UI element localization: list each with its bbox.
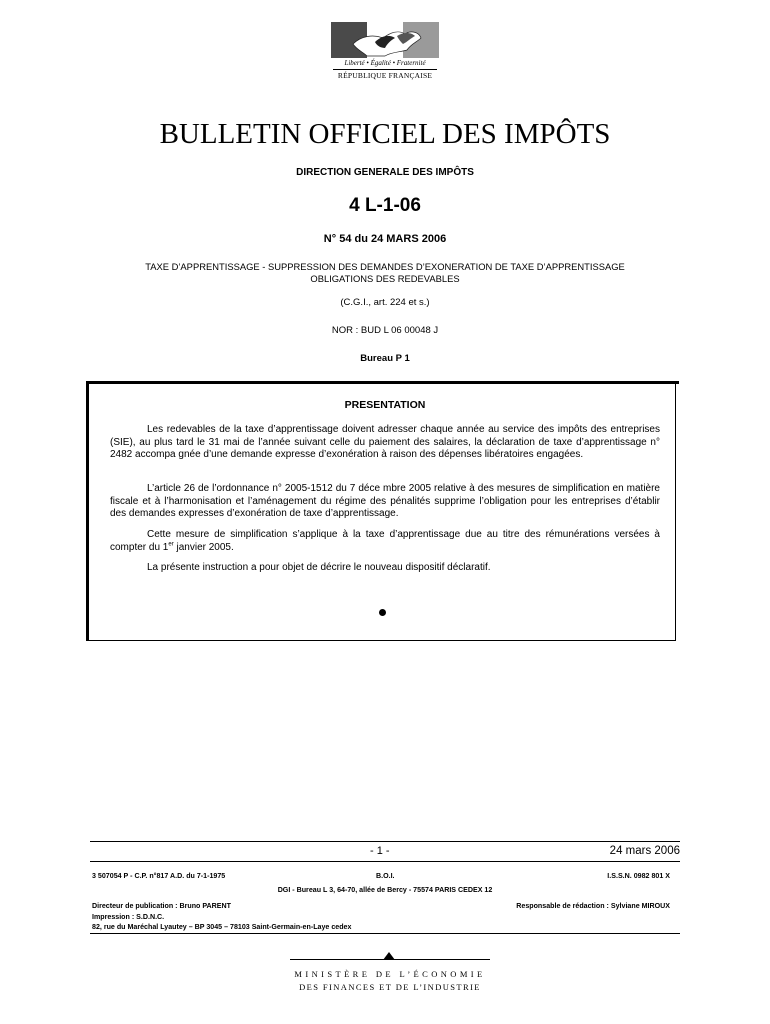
bulletin-reference: 4 L-1-06 — [349, 195, 421, 216]
boi-label: B.O.I. — [376, 872, 395, 880]
presentation-title: PRESENTATION — [344, 399, 426, 411]
direction-name: DIRECTION GENERALE DES IMPÔTS — [296, 167, 474, 178]
bulletin-title: BULLETIN OFFICIEL DES IMPÔTS — [159, 118, 611, 150]
republic-motto: Liberté • Égalité • Fraternité — [344, 59, 426, 67]
footer-divider-2 — [90, 861, 680, 862]
editorial-responsible: Responsable de rédaction : Sylviane MIROUX — [516, 902, 670, 910]
footer-divider-3 — [90, 933, 680, 934]
subject-line-2: OBLIGATIONS DES REDEVABLES — [310, 273, 460, 284]
publication-director: Directeur de publication : Bruno PARENT — [92, 902, 231, 910]
logo-rule — [333, 69, 437, 70]
subject-line-1: TAXE D’APPRENTISSAGE - SUPPRESSION DES DEMANDES D’EXONERATION DE TAXE D’APPRENTISSAGE — [145, 261, 625, 272]
issn-number: I.S.S.N. 0982 801 X — [607, 872, 670, 880]
presentation-box-top-border — [89, 381, 679, 384]
presentation-paragraph-3 — [110, 529, 660, 554]
dgi-address: DGI - Bureau L 3, 64-70, allée de Bercy - 75574 PARIS CEDEX 12 — [277, 886, 493, 894]
paragraph-2-text: L’article 26 de l’ordonnance n° 2005-1512 du 7 déce mbre 2005 relative à des mesures de simplification en matière fiscale et à l’harmonisation et l’aménagement du régime des pénalités supprime l’obligation pour les entreprises d’établir des demandes expresses d’exonération de taxe d’apprentissage. — [110, 483, 660, 519]
paragraph-3-text-b: janvier 2005. — [173, 541, 234, 553]
footer-date: 24 mars 2006 — [609, 845, 680, 857]
presentation-paragraph-4 — [110, 562, 660, 575]
paragraph-4-text: La présente instruction a pour objet de décrire le nouveau dispositif déclaratif. — [147, 562, 491, 573]
bureau-label: Bureau P 1 — [360, 353, 410, 364]
ministry-logo — [290, 947, 490, 997]
paragraph-3-text-a: Cette mesure de simplification s’applique à la taxe d’apprentissage due au titre des rémunérations versées à compter du 1 — [110, 529, 660, 553]
ministry-name-line-1: MINISTÈRE DE L’ÉCONOMIE — [294, 969, 486, 979]
nor-reference: NOR : BUD L 06 00048 J — [331, 325, 439, 336]
paragraph-1-text: Les redevables de la taxe d’apprentissage doivent adresser chaque année au service des impôts des entreprises (SIE), au plus tard le 31 mai de l’année suivant celle du paiement des salaires, la déclaration de taxe d’apprentissage n° 2482 accompa gnée d’une demande expresse d’exonération à raison des dépenses libératoires engagées. — [110, 424, 660, 460]
presentation-paragraph-1 — [110, 424, 660, 462]
triangle-icon — [383, 952, 395, 960]
page-number: - 1 - — [370, 845, 390, 857]
paragraph-3-superscript: er — [168, 541, 174, 548]
printing-info: Impression : S.D.N.C. — [92, 913, 165, 921]
bullet-icon — [379, 609, 386, 616]
printing-address: 82, rue du Maréchal Lyautey – BP 3045 – 78103 Saint-Germain-en-Laye cedex — [92, 923, 352, 931]
footer-divider — [90, 841, 680, 842]
ministry-name-line-2: DES FINANCES ET DE L’INDUSTRIE — [299, 982, 481, 992]
republic-name: RÉPUBLIQUE FRANÇAISE — [337, 71, 433, 80]
cgi-reference: (C.G.I., art. 224 et s.) — [340, 297, 430, 308]
cp-reference: 3 507054 P - C.P. n°817 A.D. du 7-1-1975 — [92, 872, 226, 880]
republic-logo — [331, 22, 439, 82]
marianne-flag-icon — [331, 22, 439, 58]
presentation-paragraph-2 — [110, 483, 660, 521]
issue-number: N° 54 du 24 MARS 2006 — [323, 233, 447, 245]
